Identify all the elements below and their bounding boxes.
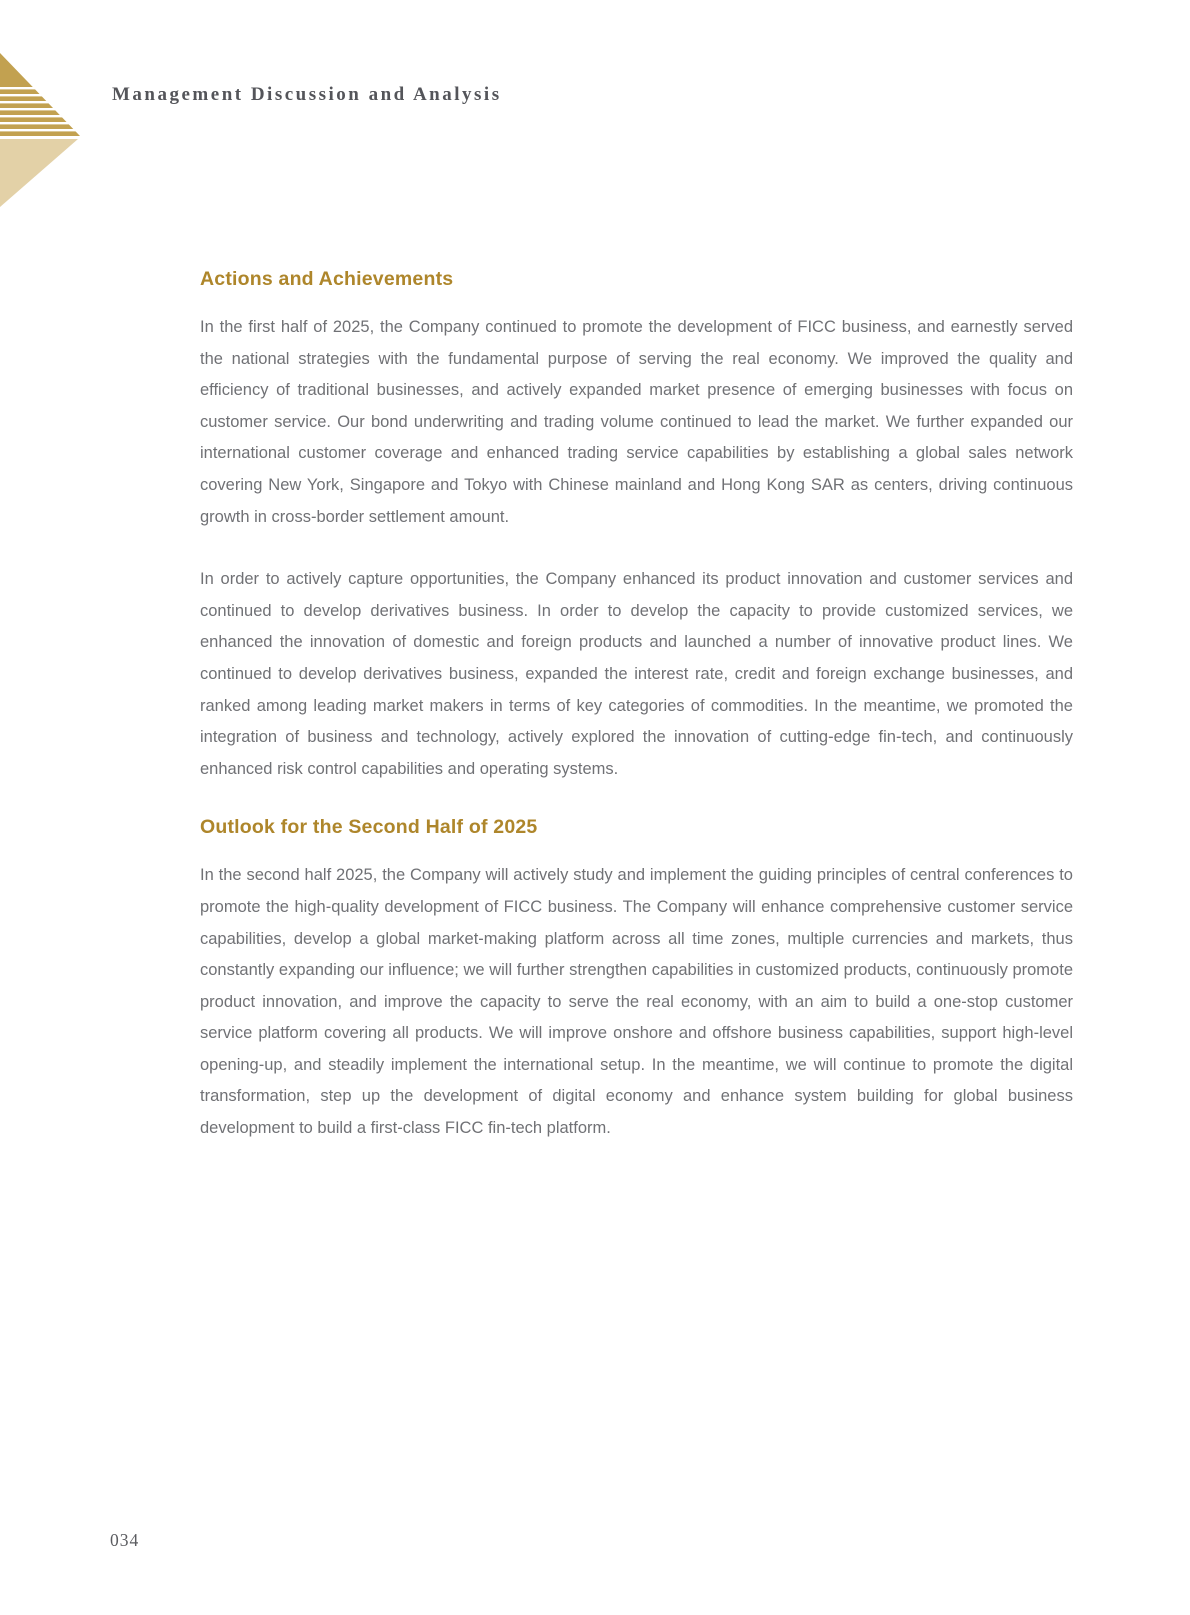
section-heading: Actions and Achievements	[200, 268, 454, 290]
main-content	[200, 268, 1073, 1176]
page-title: Management Discussion and Analysis	[112, 84, 502, 105]
section-heading: Outlook for the Second Half of 2025	[200, 816, 538, 839]
paragraph: In order to actively capture opportunities, the Company enhanced its product innovation and customer services and continued to develop derivatives business. In order to develop the capacity to provide customized services, we enhanced the innovation of domestic and foreign products and launched a number of innovative product lines. We continued to develop derivatives business, expanded the interest rate, credit and foreign exchange businesses, and ranked among leading market makers in terms of key categories of commodities. In the meantime, we promoted the integration of business and technology, actively explored the innovation of cutting-edge fin-tech, and continuously enhanced risk control capabilities and operating systems.	[200, 570, 1073, 778]
section-outlook-second-half	[200, 816, 1073, 1144]
section-actions-and-achievements	[200, 268, 1073, 785]
corner-triangle-graphic	[0, 53, 80, 208]
paragraph: In the second half 2025, the Company will actively study and implement the guiding principles of central conferences to promote the high-quality development of FICC business. The Company will enhance comprehensive customer service capabilities, develop a global market-making platform across all time zones, multiple currencies and markets, thus constantly expanding our influence; we will further strengthen capabilities in customized products, continuously promote product innovation, and improve the capacity to serve the real economy, with an aim to build a one-stop customer service platform covering all products. We will improve onshore and offshore business capabilities, support high-level opening-up, and steadily implement the international setup. In the meantime, we will continue to promote the digital transformation, step up the development of digital economy and enhance system building for global business development to build a first-class FICC fin-tech platform.	[200, 866, 1073, 1138]
page-number: 034	[110, 1530, 140, 1550]
paragraph: In the first half of 2025, the Company continued to promote the development of FICC business, and earnestly served the national strategies with the fundamental purpose of serving the real economy. We improved the quality and efficiency of traditional businesses, and actively expanded market presence of emerging businesses with focus on customer service. Our bond underwriting and trading volume continued to lead the market. We further expanded our international customer coverage and enhanced trading service capabilities by establishing a global sales network covering New York, Singapore and Tokyo with Chinese mainland and Hong Kong SAR as centers, driving continuous growth in cross-border settlement amount.	[200, 318, 1073, 526]
